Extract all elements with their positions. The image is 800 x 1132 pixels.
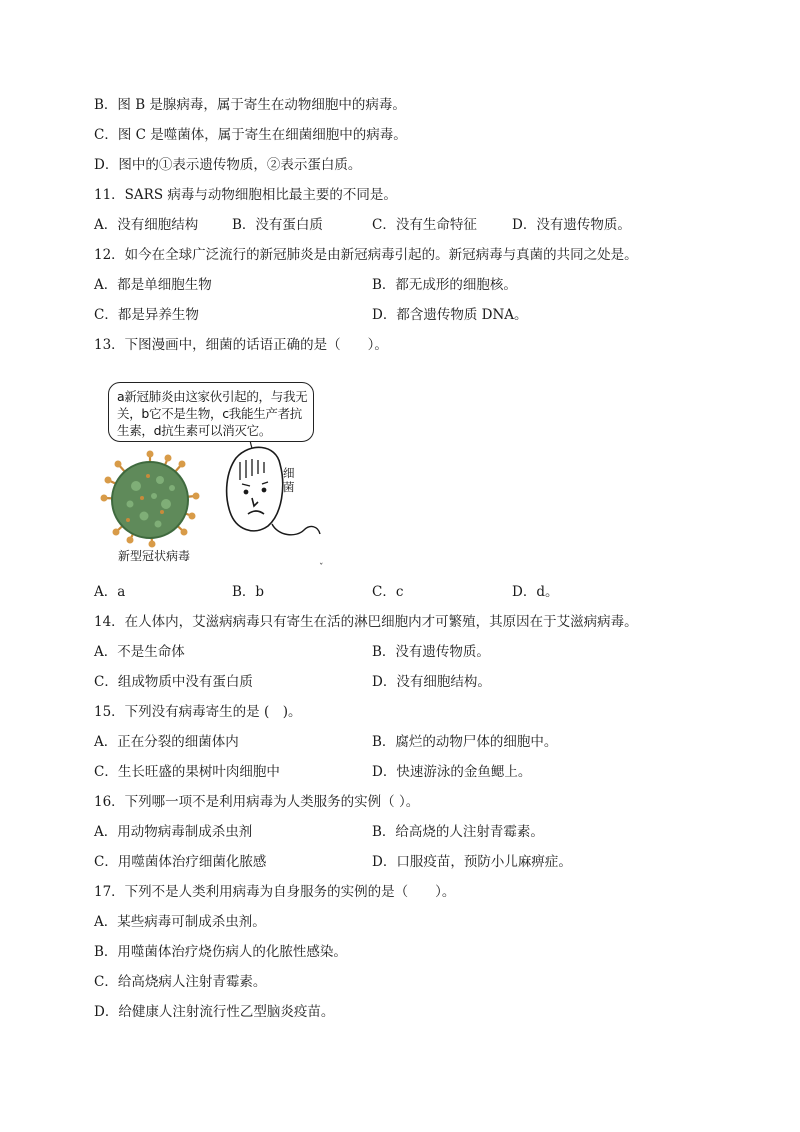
cartoon-illustration bbox=[100, 380, 330, 580]
q10-option-b: B．图 B 是腺病毒，属于寄生在动物细胞中的病毒。 bbox=[94, 97, 406, 113]
q15-option-c: C．生长旺盛的果树叶肉细胞中 bbox=[94, 764, 280, 780]
bacteria-character-icon bbox=[227, 447, 320, 534]
q13-option-b: B．b bbox=[232, 584, 265, 600]
q11-option-c: C．没有生命特征 bbox=[372, 217, 477, 233]
q11-option-d: D．没有遗传物质。 bbox=[512, 217, 631, 233]
q14-option-d: D．没有细胞结构。 bbox=[372, 674, 491, 690]
q12-option-a: A．都是单细胞生物 bbox=[94, 277, 212, 293]
speech-bubble-text: a新冠肺炎由这家伙引起的，与我无关，b它不是生物，c我能生产者抗生素，d抗生素可以消灭它。 bbox=[117, 389, 308, 438]
q12-option-c: C．都是异养生物 bbox=[94, 307, 199, 323]
q15-option-b: B．腐烂的动物尸体的细胞中。 bbox=[372, 734, 558, 750]
q11-option-a: A．没有细胞结构 bbox=[94, 217, 199, 233]
speech-bubble bbox=[108, 382, 314, 442]
q16-option-c: C．用噬菌体治疗细菌化脓感 bbox=[94, 854, 267, 870]
coronavirus-icon bbox=[101, 451, 200, 548]
q11-stem: 11．SARS 病毒与动物细胞相比最主要的不同是。 bbox=[94, 187, 397, 203]
q13-option-d: D．d。 bbox=[512, 584, 559, 600]
bacteria-label: 细菌 bbox=[283, 466, 295, 494]
q15-stem: 15．下列没有病毒寄生的是 ( )。 bbox=[94, 704, 302, 720]
q11-option-b: B．没有蛋白质 bbox=[232, 217, 323, 233]
q15-option-a: A．正在分裂的细菌体内 bbox=[94, 734, 239, 750]
q13-stem: 13．下图漫画中，细菌的话语正确的是（ ）。 bbox=[94, 337, 388, 353]
q12-option-d: D．都含遗传物质 DNA。 bbox=[372, 307, 528, 323]
q17-option-c: C．给高烧病人注射青霉素。 bbox=[94, 974, 267, 990]
q14-option-c: C．组成物质中没有蛋白质 bbox=[94, 674, 253, 690]
q14-option-a: A．不是生命体 bbox=[94, 644, 185, 660]
q16-stem: 16．下列哪一项不是利用病毒为人类服务的实例（ ）。 bbox=[94, 794, 420, 810]
q12-option-b: B．都无成形的细胞核。 bbox=[372, 277, 517, 293]
q16-option-a: A．用动物病毒制成杀虫剂 bbox=[94, 824, 253, 840]
q17-stem: 17．下列不是人类利用病毒为自身服务的实例的是（ ）。 bbox=[94, 884, 456, 900]
q12-stem: 12．如今在全球广泛流行的新冠肺炎是由新冠病毒引起的。新冠病毒与真菌的共同之处是。 bbox=[94, 247, 638, 263]
q13-option-a: A．a bbox=[94, 584, 126, 600]
q13-option-c: C．c bbox=[372, 584, 404, 600]
q10-option-c: C．图 C 是噬菌体，属于寄生在细菌细胞中的病毒。 bbox=[94, 127, 407, 143]
q16-option-b: B．给高烧的人注射青霉素。 bbox=[372, 824, 544, 840]
q16-option-d: D．口服疫苗，预防小儿麻痹症。 bbox=[372, 854, 572, 870]
q14-option-b: B．没有遗传物质。 bbox=[372, 644, 490, 660]
svg-text:ˇ: ˇ bbox=[319, 563, 324, 573]
q17-option-b: B．用噬菌体治疗烧伤病人的化脓性感染。 bbox=[94, 944, 347, 960]
q14-stem: 14．在人体内，艾滋病病毒只有寄生在活的淋巴细胞内才可繁殖，其原因在于艾滋病病毒。 bbox=[94, 614, 638, 630]
q17-option-a: A．某些病毒可制成杀虫剂。 bbox=[94, 914, 266, 930]
q17-option-d: D．给健康人注射流行性乙型脑炎疫苗。 bbox=[94, 1004, 335, 1020]
q10-option-d: D．图中的①表示遗传物质，②表示蛋白质。 bbox=[94, 157, 362, 173]
virus-label: 新型冠状病毒 bbox=[118, 549, 191, 563]
q15-option-d: D．快速游泳的金鱼鳃上。 bbox=[372, 764, 532, 780]
